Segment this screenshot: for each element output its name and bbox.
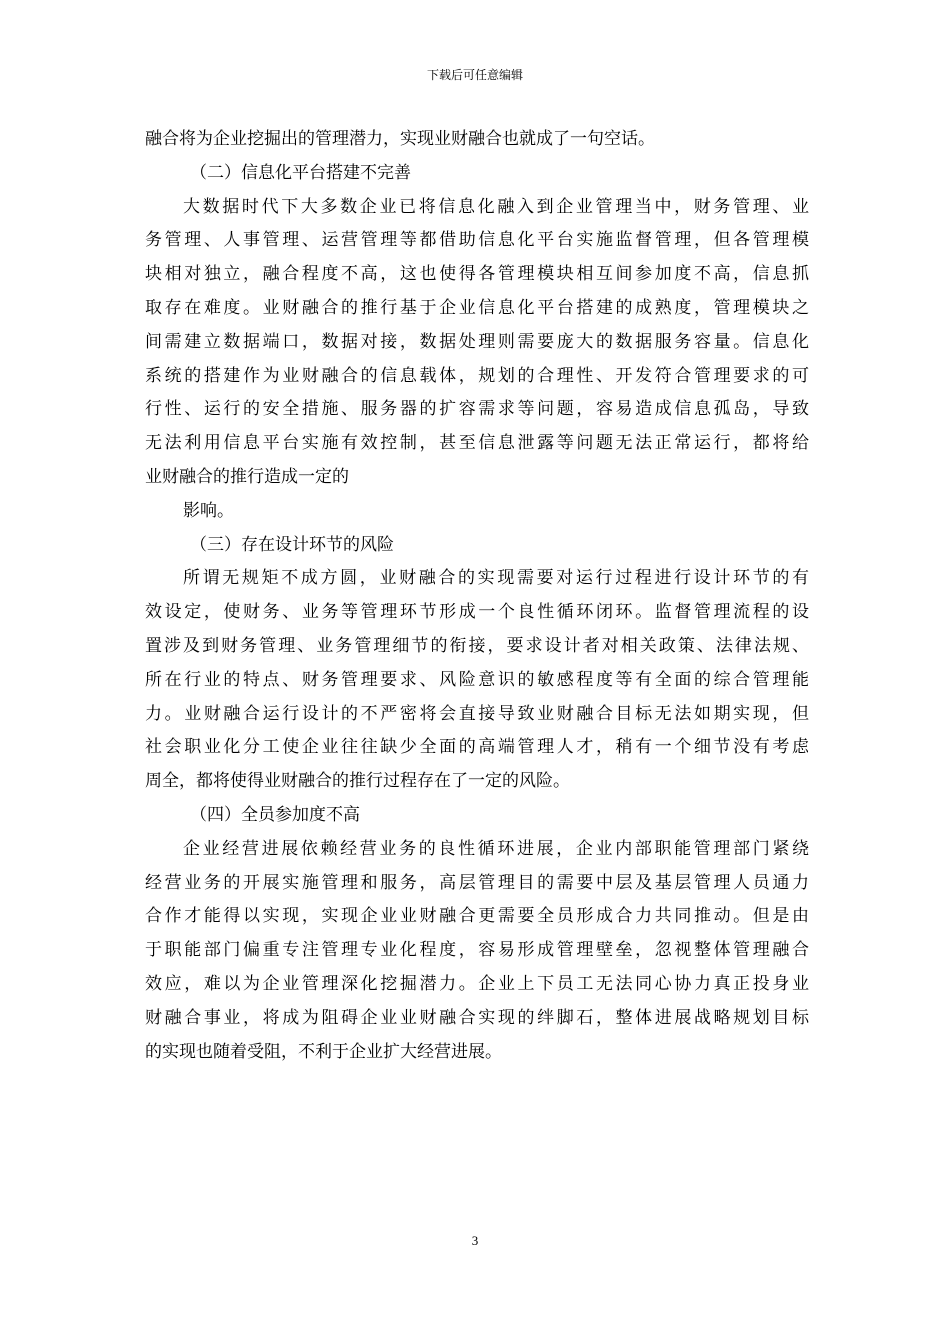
paragraph-line: 大数据时代下大多数企业已将信息化融入到企业管理当中，财务管理、业 xyxy=(183,196,809,217)
paragraph-line: 影响。 xyxy=(183,500,234,521)
paragraph-line: 行性、运行的安全措施、服务器的扩容需求等问题，容易造成信息孤岛，导致 xyxy=(145,399,809,420)
paragraph-line: 所在行业的特点、财务管理要求、风险意识的敏感程度等有全面的综合管理能 xyxy=(145,669,809,690)
page-number: 3 xyxy=(471,1233,479,1248)
paragraph-line: 企业经营进展依赖经营业务的良性循环进展，企业内部职能管理部门紧绕 xyxy=(183,838,809,859)
paragraph-line: 间需建立数据端口，数据对接，数据处理则需要庞大的数据服务容量。信息化 xyxy=(145,331,809,352)
section-heading: （二）信息化平台搭建不完善 xyxy=(190,162,411,183)
page-header: 下载后可任意编辑 xyxy=(426,68,523,82)
paragraph-line: 社会职业化分工使企业往往缺少全面的高端管理人才，稍有一个细节没有考虑 xyxy=(145,737,809,758)
paragraph-line: 经营业务的开展实施管理和服务，高层管理目的需要中层及基层管理人员通力 xyxy=(145,872,809,893)
body-text xyxy=(145,123,809,1069)
paragraph-line: 业财融合的推行造成一定的 xyxy=(145,466,349,487)
paragraph-line: 的实现也随着受阻，不利于企业扩大经营进展。 xyxy=(145,1041,502,1062)
paragraph-line: 务管理、人事管理、运营管理等都借助信息化平台实施监督管理，但各管理模 xyxy=(145,230,809,251)
paragraph-line: 财融合事业，将成为阻碍企业业财融合实现的绊脚石，整体进展战略规划目标 xyxy=(145,1007,809,1028)
paragraph-line: 效设定，使财务、业务等管理环节形成一个良性循环闭环。监督管理流程的设 xyxy=(145,602,809,623)
paragraph-line: 块相对独立，融合程度不高，这也使得各管理模块相互间参加度不高，信息抓 xyxy=(145,264,809,285)
paragraph-line: 周全，都将使得业财融合的推行过程存在了一定的风险。 xyxy=(145,771,570,792)
paragraph-line: 合作才能得以实现，实现企业业财融合更需要全员形成合力共同推动。但是由 xyxy=(145,906,809,927)
paragraph-line: 无法利用信息平台实施有效控制，甚至信息泄露等问题无法正常运行，都将给 xyxy=(145,433,809,454)
paragraph-line: 取存在难度。业财融合的推行基于企业信息化平台搭建的成熟度，管理模块之 xyxy=(145,297,809,318)
paragraph-line: 系统的搭建作为业财融合的信息载体，规划的合理性、开发符合管理要求的可 xyxy=(145,365,809,386)
paragraph-line: 所谓无规矩不成方圆，业财融合的实现需要对运行过程进行设计环节的有 xyxy=(183,568,809,589)
section-heading: （四）全员参加度不高 xyxy=(190,804,360,825)
paragraph-line: 融合将为企业挖掘出的管理潜力，实现业财融合也就成了一句空话。 xyxy=(145,129,655,149)
paragraph-line: 于职能部门偏重专注管理专业化程度，容易形成管理壁垒，忽视整体管理融合 xyxy=(145,940,809,961)
paragraph-line: 力。业财融合运行设计的不严密将会直接导致业财融合目标无法如期实现，但 xyxy=(145,703,809,724)
paragraph-line: 置涉及到财务管理、业务管理细节的衔接，要求设计者对相关政策、法律法规、 xyxy=(145,635,809,656)
section-heading: （三）存在设计环节的风险 xyxy=(190,534,394,555)
paragraph-line: 效应，难以为企业管理深化挖掘潜力。企业上下员工无法同心协力真正投身业 xyxy=(145,973,809,994)
